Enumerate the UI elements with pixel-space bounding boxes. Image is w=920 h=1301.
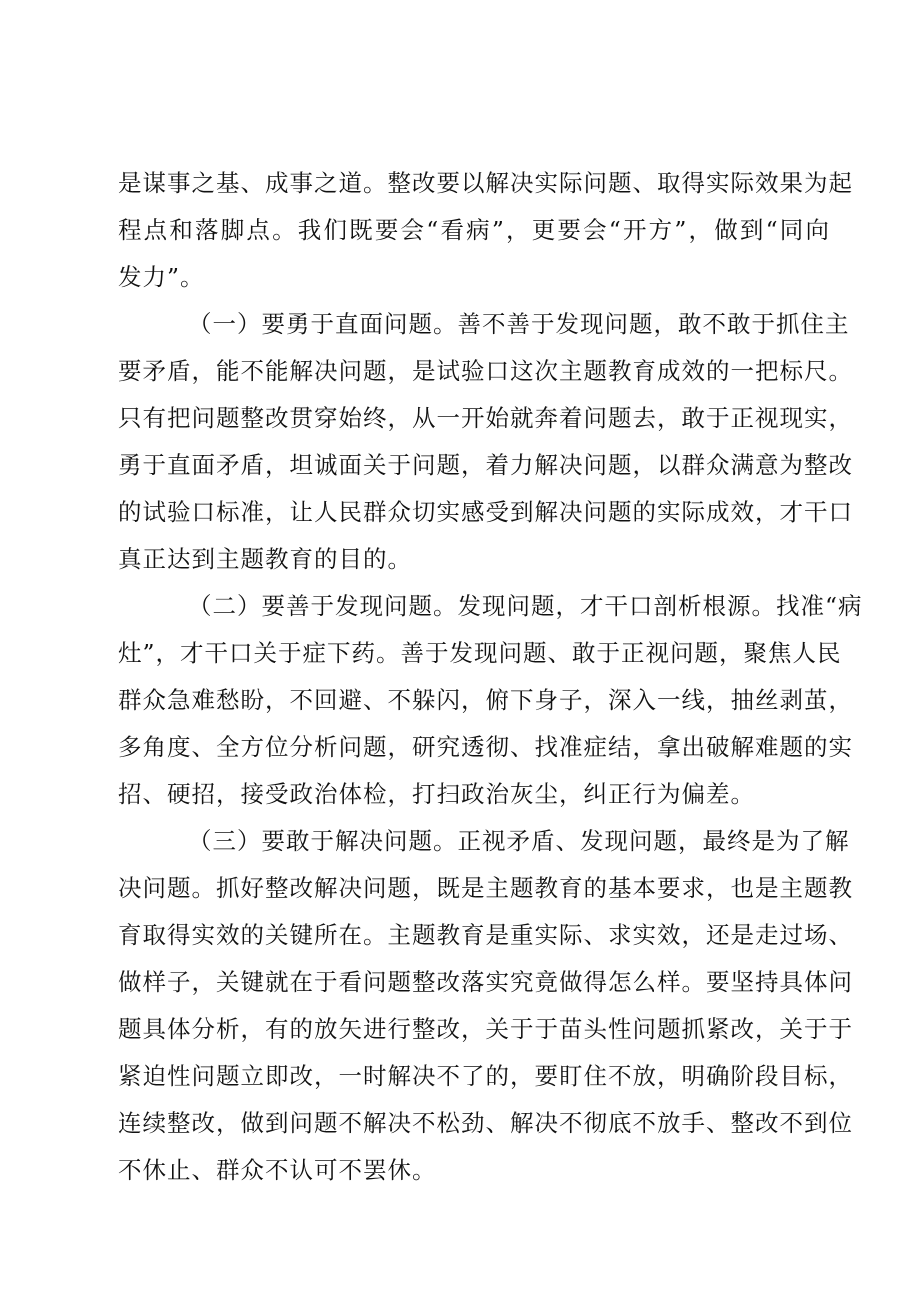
paragraph-heading-line: （二）要善于发现问题。发现问题，才干口剖析根源。找准“病 bbox=[188, 592, 863, 620]
text-line: 题具体分析，有的放矢进行整改，关于于苗头性问题抓紧改，关于于 bbox=[118, 1015, 853, 1043]
text-line: 紧迫性问题立即改，一时解决不了的，要盯住不放，明确阶段目标， bbox=[118, 1062, 853, 1090]
text-line: 勇于直面矛盾，坦诚面关于问题，着力解决问题，以群众满意为整改 bbox=[118, 451, 853, 479]
text-line: 多角度、全方位分析问题，研究透彻、找准症结，拿出破解难题的实 bbox=[118, 733, 853, 761]
text-line: 要矛盾，能不能解决问题，是试验口这次主题教育成效的一把标尺。 bbox=[118, 357, 853, 385]
document-body bbox=[118, 160, 863, 1194]
text-line: 是谋事之基、成事之道。整改要以解决实际问题、取得实际效果为起 bbox=[118, 169, 853, 197]
text-line: 决问题。抓好整改解决问题，既是主题教育的基本要求，也是主题教 bbox=[118, 874, 853, 902]
text-line: 不休止、群众不认可不罢休。 bbox=[118, 1156, 437, 1184]
text-line: 的试验口标准，让人民群众切实感受到解决问题的实际成效，才干口 bbox=[118, 498, 853, 526]
text-line: 群众急难愁盼，不回避、不躲闪，俯下身子，深入一线，抽丝剥茧， bbox=[118, 686, 853, 714]
text-line: 发力”。 bbox=[118, 263, 205, 291]
text-line: 真正达到主题教育的目的。 bbox=[118, 545, 412, 573]
text-line: 程点和落脚点。我们既要会“看病”，更要会“开方”，做到“同向 bbox=[118, 216, 830, 244]
paragraph-heading-line: （三）要敢于解决问题。正视矛盾、发现问题，最终是为了解 bbox=[188, 827, 850, 855]
text-line: 连续整改，做到问题不解决不松劲、解决不彻底不放手、整改不到位 bbox=[118, 1109, 853, 1137]
text-line: 只有把问题整改贯穿始终，从一开始就奔着问题去，敢于正视现实， bbox=[118, 404, 853, 432]
text-line: 灶”，才干口关于症下药。善于发现问题、敢于正视问题，聚焦人民 bbox=[118, 639, 842, 667]
text-line: 育取得实效的关键所在。主题教育是重实际、求实效，还是走过场、 bbox=[118, 921, 853, 949]
text-line: 招、硬招，接受政治体检，打扫政治灰尘，纠正行为偏差。 bbox=[118, 780, 755, 808]
paragraph-heading-line: （一）要勇于直面问题。善不善于发现问题，敢不敢于抓住主 bbox=[188, 310, 850, 338]
text-line: 做样子，关键就在于看问题整改落实究竟做得怎么样。要坚持具体问 bbox=[118, 968, 853, 996]
